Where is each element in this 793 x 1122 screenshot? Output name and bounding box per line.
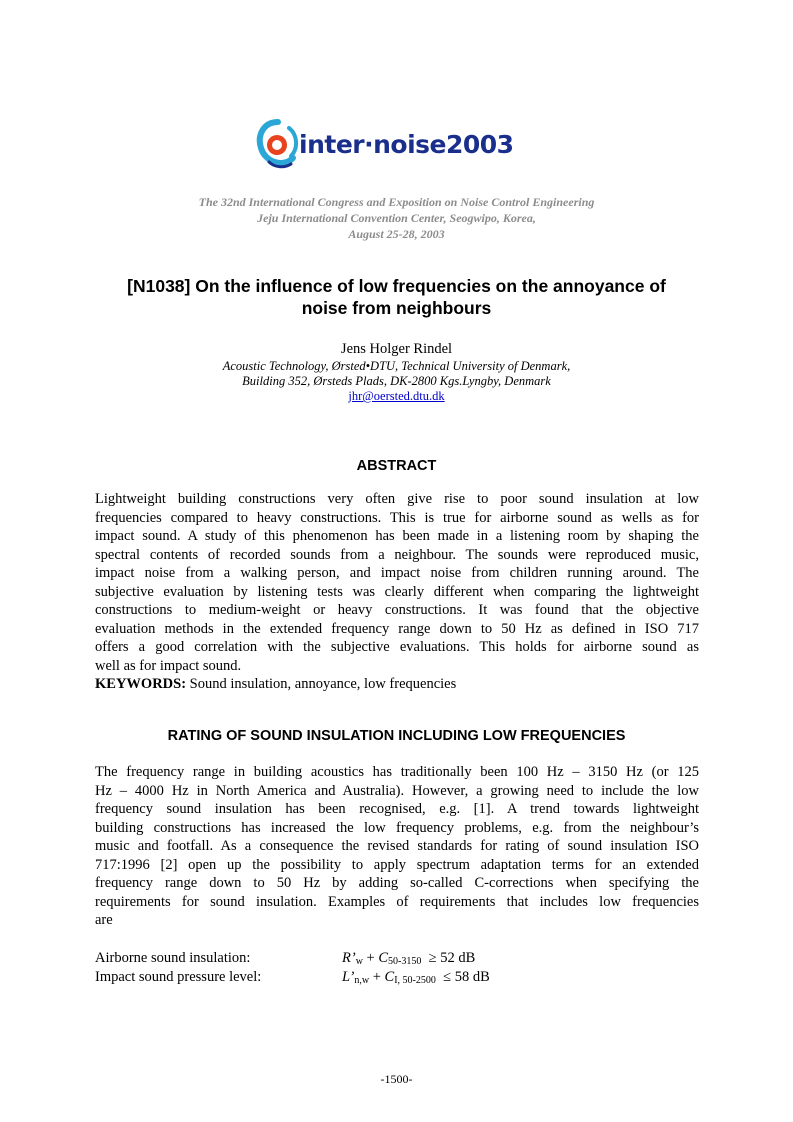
author-affiliation-line-1: Acoustic Technology, Ørsted•DTU, Technical University of Denmark,: [222, 359, 571, 373]
formula-relation: ≤ 58 dB: [443, 969, 490, 985]
body-line: building constructions has increased the low frequency problems, e.g. from the neighbour’s: [95, 819, 699, 836]
abstract-line: constructions to medium-weight or heavy constructions. It was found that the objective: [95, 602, 699, 618]
abstract-heading: ABSTRACT: [356, 458, 437, 474]
abstract-line: well as for impact sound.: [95, 657, 242, 674]
formula-correction-subscript: 50-3150: [388, 956, 422, 967]
abstract-line: evaluation methods in the extended frequency range down to 50 Hz as defined in ISO 717: [95, 620, 699, 637]
abstract-line: Lightweight building constructions very often give rise to poor sound insulation at low: [95, 491, 699, 507]
paper-title-line-2: noise from neighbours: [301, 298, 492, 318]
author-email-link[interactable]: jhr@oersted.dtu.dk: [348, 389, 445, 403]
author-email-row: [0, 389, 793, 404]
abstract-line: subjective evaluation by listening tests was clearly different when comparing the lightweight: [95, 583, 699, 600]
keywords: [95, 675, 456, 694]
body-line: are: [95, 912, 113, 928]
logo-swirl-icon: [255, 118, 301, 174]
abstract-line: impact sound. A study of this phenomenon has been made in a listening room by shaping the: [95, 528, 699, 544]
requirement-impact-label: Impact sound pressure level:: [95, 969, 262, 985]
section-heading-rating: RATING OF SOUND INSULATION INCLUDING LOW FREQUENCIES: [167, 728, 626, 744]
body-line: music and footfall. As a consequence the revised standards for rating of sound insulation ISO: [95, 838, 699, 854]
body-line: frequency range down to 50 Hz by adding so-called C-corrections when specifying the: [95, 875, 699, 891]
formula-plus: +: [362, 950, 379, 966]
conference-venue: Jeju International Convention Center, Seogwipo, Korea,: [257, 211, 536, 225]
body-line: The frequency range in building acoustics has traditionally been 100 Hz – 3150 Hz (or 125: [95, 764, 699, 780]
formula-main-symbol: R’: [342, 950, 356, 966]
abstract-line: offers a good correlation with the subjective evaluations. This holds for airborne sound as: [95, 639, 699, 655]
abstract-line: frequencies compared to heavy constructions. This is true for airborne sound as wells as for: [95, 509, 699, 526]
formula-correction-subscript: I, 50-2500: [394, 975, 436, 986]
body-line: 717:1996 [2] open up the possibility to apply spectrum adaptation terms for an extended: [95, 856, 699, 873]
abstract-line: spectral contents of recorded sounds from a neighbour. The sounds were reproduced music,: [95, 546, 699, 563]
formula-main-subscript: n,w: [354, 975, 370, 986]
formula-correction-symbol: C: [384, 969, 395, 985]
body-line: Hz – 4000 Hz in North America and Australia). However, a growing need to include the low: [95, 782, 699, 799]
conference-dates: August 25-28, 2003: [348, 227, 445, 241]
formula-plus: +: [369, 969, 385, 985]
requirement-airborne-formula: [342, 949, 475, 967]
keywords-label: KEYWORDS:: [95, 676, 187, 692]
requirement-impact-formula: [342, 968, 490, 986]
formula-main-subscript: w: [355, 956, 363, 967]
formula-main-symbol: L’: [342, 969, 355, 985]
body-line: frequency sound insulation has been recognised, e.g. [1]. A trend towards lightweight: [95, 801, 699, 817]
rating-section-body: [95, 763, 699, 930]
abstract-line: impact noise from a walking person, and impact noise from children running around. The: [95, 565, 699, 581]
conference-logo: [255, 118, 545, 174]
formula-correction-symbol: C: [378, 950, 389, 966]
requirement-airborne-label: Airborne sound insulation:: [95, 950, 251, 966]
keywords-list: Sound insulation, annoyance, low frequencies: [186, 676, 457, 692]
author-name: Jens Holger Rindel: [340, 341, 453, 357]
formula-relation: ≥ 52 dB: [428, 950, 476, 966]
abstract-body: [95, 490, 699, 675]
page-number: -1500-: [380, 1072, 413, 1086]
body-line: requirements for sound insulation. Examples of requirements that includes low frequencies: [95, 893, 699, 910]
paper-title-line-1: [N1038] On the influence of low frequencies on the annoyance of: [127, 276, 666, 296]
logo-wordmark: inter·noise2003: [299, 130, 514, 159]
conference-name: The 32nd International Congress and Exposition on Noise Control Engineering: [198, 195, 595, 209]
author-affiliation-line-2: Building 352, Ørsteds Plads, DK-2800 Kgs.Lyngby, Denmark: [242, 374, 551, 388]
